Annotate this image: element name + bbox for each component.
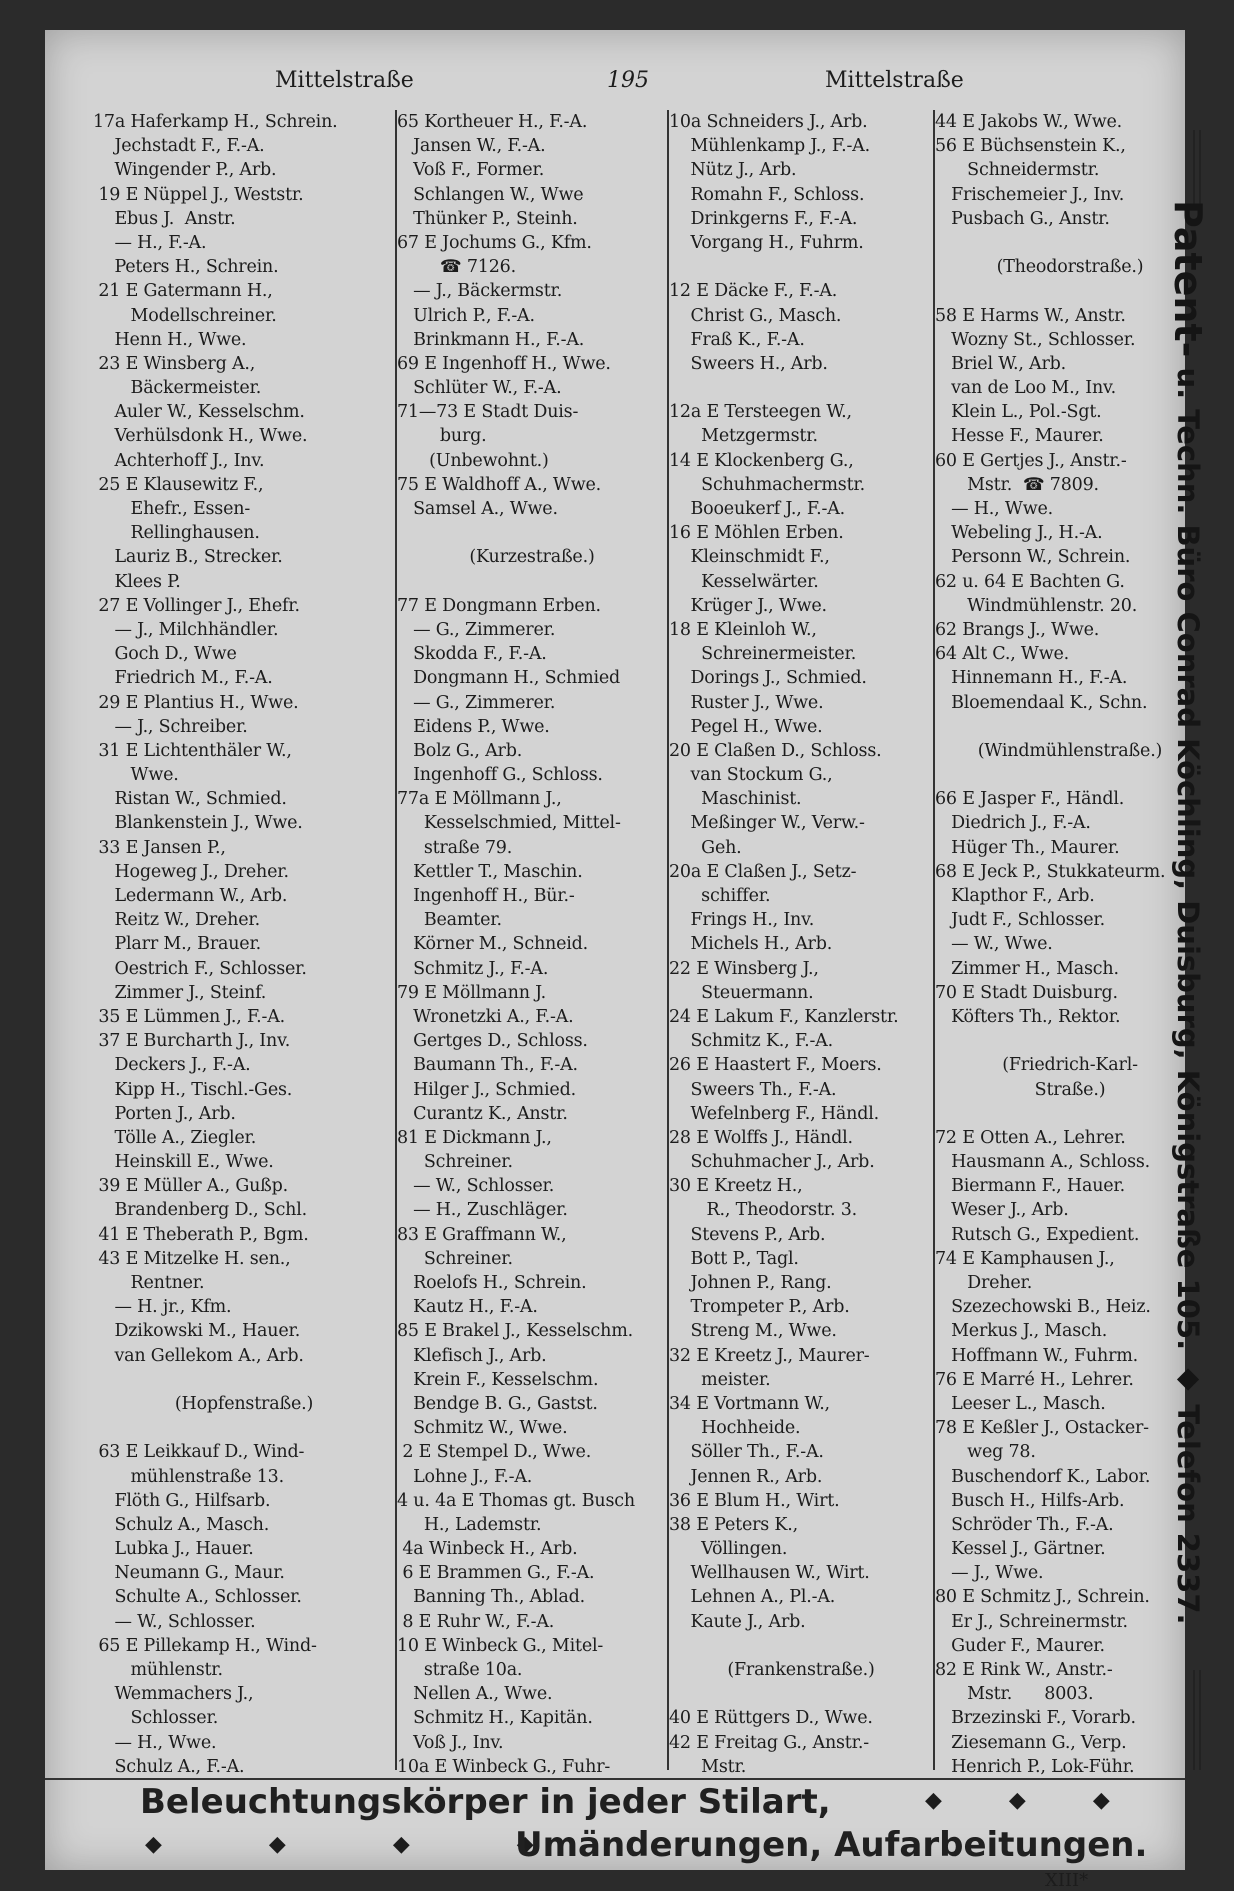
- entry-line: Henrich P., Lok-Führ.: [935, 1756, 1135, 1775]
- column-4: [935, 110, 1205, 1775]
- entry-line: Hüger Th., Maurer.: [935, 837, 1120, 858]
- side-ad-text: u. Techn. Büro Conrad Köchling, Duisburg, Königstraße 105.: [1171, 357, 1205, 1361]
- entry-line: Klein L., Pol.-Sgt.: [935, 402, 1102, 423]
- entry-line: Zimmer J., Steinf.: [93, 982, 267, 1003]
- entry-line: 10a E Winbeck G., Fuhr-: [397, 1756, 611, 1775]
- entry-line: — J., Schreiber.: [93, 716, 248, 737]
- signature-mark: XIII*: [1045, 1870, 1089, 1891]
- entry-line: Lubka J., Hauer.: [93, 1539, 254, 1560]
- entry-line: Bloemendaal K., Schn.: [935, 692, 1148, 713]
- entry-line: Verhülsdonk H., Wwe.: [93, 426, 308, 447]
- entry-line: Stevens P., Arb.: [669, 1224, 826, 1245]
- entry-line: Pegel H., Wwe.: [669, 716, 823, 737]
- entry-line: Schmitz J., F.-A.: [397, 958, 549, 979]
- entry-line: 65 E Pillekamp H., Wind-: [93, 1635, 317, 1656]
- entry-line: Schuhmacher J., Arb.: [669, 1152, 875, 1173]
- entry-line: 69 E Ingenhoff H., Wwe.: [397, 353, 611, 374]
- blank-line: [935, 231, 1205, 255]
- entry-line: Eidens P., Wwe.: [397, 716, 550, 737]
- entry-line: Curantz K., Anstr.: [397, 1103, 568, 1124]
- entry-line: 71—73 E Stadt Duis-: [397, 402, 579, 423]
- blank-line: [397, 570, 667, 594]
- entry-line: Kleinschmidt F.,: [669, 547, 830, 568]
- section-heading: (Hopfenstraße.): [174, 1393, 314, 1414]
- entry-line: — W., Schlosser.: [397, 1176, 555, 1197]
- entry-line: Jennen R., Arb.: [669, 1466, 823, 1487]
- entry-line: 20a E Claßen J., Setz-: [669, 861, 857, 882]
- entry-line: Ziesemann G., Verp.: [935, 1732, 1127, 1753]
- entry-line: Leeser L., Masch.: [935, 1393, 1106, 1414]
- column-1: [93, 110, 395, 1775]
- entry-line: Busch H., Hilfs-Arb.: [935, 1490, 1125, 1511]
- entry-line: 29 E Plantius H., Wwe.: [93, 692, 299, 713]
- entry-line: Schreinermeister.: [669, 644, 857, 665]
- entry-line: Völlingen.: [669, 1539, 788, 1560]
- entry-line: weg 78.: [935, 1442, 1036, 1463]
- entry-line: 42 E Freitag G., Anstr.-: [669, 1732, 869, 1753]
- entry-line: Booeukerf J., F.-A.: [669, 499, 846, 519]
- entry-line: 39 E Müller A., Gußp.: [93, 1176, 289, 1197]
- entry-line: Ingenhoff G., Schloss.: [397, 765, 603, 786]
- entry-line: 58 E Harms W., Anstr.: [935, 305, 1126, 326]
- entry-line: van Gellekom A., Arb.: [93, 1345, 304, 1366]
- entry-line: Blankenstein J., Wwe.: [93, 813, 303, 834]
- entry-line: Voß F., Former.: [397, 160, 545, 181]
- entry-line: Personn W., Schrein.: [935, 547, 1131, 568]
- entry-line: Ebus J. Anstr.: [93, 208, 236, 229]
- entry-line: 78 E Keßler J., Ostacker-: [935, 1418, 1149, 1439]
- entry-line: Guder F., Maurer.: [935, 1635, 1105, 1656]
- entry-line: Bendge B. G., Gastst.: [397, 1393, 598, 1414]
- entry-line: Maschinist.: [669, 789, 802, 810]
- entry-line: meister.: [669, 1369, 771, 1390]
- directory-page: [45, 30, 1185, 1891]
- entry-line: 30 E Kreetz H.,: [669, 1176, 803, 1197]
- entry-line: 44 E Jakobs W., Wwe.: [935, 112, 1123, 132]
- entry-line: Wefelnberg F., Händl.: [669, 1103, 879, 1124]
- entry-line: 40 E Rüttgers D., Wwe.: [669, 1708, 873, 1729]
- ad-diamonds-top: ◆ ◆ ◆: [925, 1788, 1140, 1813]
- entry-line: 28 E Wolffs J., Händl.: [669, 1127, 853, 1148]
- entry-line: 66 E Jasper F., Händl.: [935, 789, 1125, 810]
- entry-line: Schlangen W., Wwe: [397, 184, 584, 205]
- entry-line: 21 E Gatermann H.,: [93, 281, 273, 302]
- entry-line: Judt F., Schlosser.: [935, 910, 1105, 931]
- entry-line: Streng M., Wwe.: [669, 1321, 837, 1342]
- entry-line: Peters H., Schrein.: [93, 257, 279, 278]
- entry-line: Schulte A., Schlosser.: [93, 1587, 302, 1608]
- entry-line: van de Loo M., Inv.: [935, 378, 1116, 399]
- entry-line: Mühlenkamp J., F.-A.: [669, 136, 870, 157]
- entry-line: mühlenstr.: [93, 1660, 223, 1680]
- entry-line: 81 E Dickmann J.,: [397, 1127, 552, 1148]
- ad-line-2: Umänderungen, Aufarbeitungen.: [515, 1825, 1148, 1865]
- entry-line: 2 E Stempel D., Wwe.: [397, 1442, 592, 1463]
- entry-line: Achterhoff J., Inv.: [93, 450, 265, 471]
- entry-line: Banning Th., Ablad.: [397, 1587, 586, 1608]
- entry-line: Schmitz K., F.-A.: [669, 1031, 833, 1052]
- entry-line: 31 E Lichtenthäler W.,: [93, 740, 292, 761]
- entry-line: Nellen A., Wwe.: [397, 1684, 553, 1705]
- entry-line: Ledermann W., Arb.: [93, 886, 288, 906]
- bottom-rule: [45, 1778, 1185, 1780]
- entry-line: Schreiner.: [397, 1248, 513, 1269]
- blank-line: [935, 1029, 1205, 1053]
- entry-line: Schmitz W., Wwe.: [397, 1418, 568, 1439]
- entry-line: Köfters Th., Rektor.: [935, 1006, 1121, 1027]
- entry-line: 63 E Leikkauf D., Wind-: [93, 1442, 305, 1463]
- entry-line: Schlüter W., F.-A.: [397, 378, 562, 399]
- entry-line: 37 E Burcharth J., Inv.: [93, 1031, 291, 1052]
- entry-line: Schreiner.: [397, 1152, 513, 1173]
- entry-line: 25 E Klausewitz F.,: [93, 474, 264, 495]
- entry-line: Oestrich F., Schlosser.: [93, 958, 307, 979]
- entry-line: Henn H., Wwe.: [93, 329, 247, 350]
- blank-line: [93, 1368, 395, 1392]
- entry-line: 20 E Claßen D., Schloss.: [669, 740, 882, 761]
- entry-line: 32 E Kreetz J., Maurer-: [669, 1345, 870, 1366]
- entry-line: Briel W., Arb.: [935, 353, 1067, 374]
- entry-line: Bäckermeister.: [93, 378, 262, 399]
- entry-line: Kettler T., Maschin.: [397, 861, 583, 882]
- entry-line: Schröder Th., F.-A.: [935, 1514, 1114, 1535]
- entry-line: Dreher.: [935, 1273, 1033, 1293]
- entry-line: Jechstadt F., F.-A.: [93, 136, 265, 157]
- entry-line: Wozny St., Schlosser.: [935, 329, 1136, 350]
- entry-line: 33 E Jansen P.,: [93, 837, 226, 858]
- entry-line: Merkus J., Masch.: [935, 1321, 1108, 1342]
- entry-line: Wellhausen W., Wirt.: [669, 1563, 870, 1584]
- ad-line-1: Beleuchtungskörper in jeder Stilart,: [140, 1782, 831, 1822]
- entry-line: Vorgang H., Fuhrm.: [669, 232, 864, 253]
- header-street-right: Mittelstraße: [825, 68, 964, 93]
- entry-line: Wingender P., Arb.: [93, 160, 277, 181]
- entry-line: Dzikowski M., Hauer.: [93, 1321, 301, 1342]
- entry-line: 83 E Graffmann W.,: [397, 1224, 567, 1245]
- section-heading: (Friedrich-Karl-: [1002, 1055, 1138, 1076]
- column-3: [669, 110, 933, 1775]
- entry-line: 62 Brangs J., Wwe.: [935, 619, 1100, 640]
- entry-line: 4 u. 4a E Thomas gt. Busch: [397, 1490, 635, 1511]
- entry-line: Nütz J., Arb.: [669, 160, 797, 181]
- entry-line: 10 E Winbeck G., Mitel-: [397, 1635, 604, 1656]
- blank-line: [669, 1682, 933, 1706]
- entry-line: — J., Bäckermstr.: [397, 281, 563, 302]
- entry-line: Klapthor F., Arb.: [935, 886, 1095, 906]
- ad-diamonds-bottom: ◆ ◆ ◆ ◆: [145, 1832, 584, 1857]
- entry-line: — H., Wwe.: [93, 1732, 217, 1753]
- section-heading: Straße.): [1034, 1079, 1106, 1100]
- entry-line: 82 E Rink W., Anstr.-: [935, 1660, 1113, 1680]
- entry-line: Christ G., Masch.: [669, 305, 842, 326]
- entry-line: 79 E Möllmann J.: [397, 982, 546, 1003]
- entry-line: 76 E Marré H., Lehrer.: [935, 1369, 1134, 1390]
- entry-line: — W., Schlosser.: [93, 1611, 256, 1632]
- entry-line: 80 E Schmitz J., Schrein.: [935, 1587, 1150, 1608]
- entry-line: Brzezinski F., Vorarb.: [935, 1708, 1136, 1729]
- entry-line: 17a Haferkamp H., Schrein.: [93, 112, 338, 132]
- entry-line: — H. jr., Kfm.: [93, 1297, 232, 1318]
- entry-line: Lehnen A., Pl.-A.: [669, 1587, 836, 1608]
- blank-line: [669, 255, 933, 279]
- entry-line: 72 E Otten A., Lehrer.: [935, 1127, 1126, 1148]
- entry-line: Klees P.: [93, 571, 181, 592]
- entry-line: straße 79.: [397, 837, 513, 858]
- entry-line: Gertges D., Schloss.: [397, 1031, 588, 1052]
- entry-line: Hochheide.: [669, 1418, 801, 1439]
- page-number: 195: [607, 68, 649, 93]
- entry-line: Frings H., Inv.: [669, 910, 815, 931]
- entry-line: 8 E Ruhr W., F.-A.: [397, 1611, 555, 1632]
- entry-line: Biermann F., Hauer.: [935, 1176, 1126, 1197]
- entry-line: Metzgermstr.: [669, 426, 818, 447]
- blank-line: [397, 521, 667, 545]
- entry-line: — W., Wwe.: [935, 934, 1053, 955]
- entry-line: 75 E Waldhoff A., Wwe.: [397, 474, 602, 495]
- entry-line: Rellinghausen.: [93, 523, 260, 544]
- entry-line: — J., Milchhändler.: [93, 619, 279, 640]
- entry-line: Heinskill E., Wwe.: [93, 1152, 274, 1173]
- entry-line: 68 E Jeck P., Stukkateurm.: [935, 861, 1166, 882]
- entry-line: 77a E Möllmann J.,: [397, 789, 562, 810]
- entry-line: Drinkgerns F., F.-A.: [669, 208, 858, 229]
- entry-line: 19 E Nüppel J., Weststr.: [93, 184, 304, 205]
- entry-line: Hinnemann H., F.-A.: [935, 668, 1128, 689]
- entry-line: Beamter.: [397, 910, 502, 931]
- entry-line: mühlenstraße 13.: [93, 1466, 284, 1487]
- entry-line: Klefisch J., Arb.: [397, 1345, 547, 1366]
- entry-line: Samsel A., Wwe.: [397, 499, 558, 519]
- entry-line: Frischemeier J., Inv.: [935, 184, 1125, 205]
- entry-line: Baumann Th., F.-A.: [397, 1055, 578, 1076]
- entry-line: Auler W., Kesselschm.: [93, 402, 305, 423]
- entry-line: Dorings J., Schmied.: [669, 668, 867, 689]
- entry-line: 12 E Däcke F., F.-A.: [669, 281, 838, 302]
- entry-line: Krüger J., Wwe.: [669, 595, 827, 616]
- entry-line: schiffer.: [669, 886, 771, 906]
- entry-line: — H., Wwe.: [935, 499, 1053, 519]
- entry-line: Schneidermstr.: [935, 160, 1100, 181]
- entry-line: Wronetzki A., F.-A.: [397, 1006, 574, 1027]
- entry-line: ☎ 7126.: [397, 257, 516, 278]
- entry-line: H., Lademstr.: [397, 1514, 542, 1535]
- blank-line: [669, 1634, 933, 1658]
- entry-line: 43 E Mitzelke H. sen.,: [93, 1248, 291, 1269]
- entry-line: Thünker P., Steinh.: [397, 208, 578, 229]
- entry-line: 56 E Büchsenstein K.,: [935, 136, 1126, 157]
- entry-line: Goch D., Wwe: [93, 644, 237, 665]
- entry-line: — G., Zimmerer.: [397, 619, 556, 640]
- entry-line: Webeling J., H.-A.: [935, 523, 1103, 544]
- entry-line: Bolz G., Arb.: [397, 740, 523, 761]
- entry-line: Wwe.: [93, 765, 179, 786]
- entry-line: Pusbach G., Anstr.: [935, 208, 1110, 229]
- column-2: [397, 110, 667, 1775]
- entry-line: Hilger J., Schmied.: [397, 1079, 576, 1100]
- entry-line: Wemmachers J.,: [93, 1684, 254, 1705]
- entry-line: Skodda F., F.-A.: [397, 644, 547, 665]
- entry-line: — G., Zimmerer.: [397, 692, 556, 713]
- entry-line: 41 E Theberath P., Bgm.: [93, 1224, 309, 1245]
- entry-line: — H., F.-A.: [93, 232, 207, 253]
- entry-line: Schmitz H., Kapitän.: [397, 1708, 593, 1729]
- entry-line: 12a E Tersteegen W.,: [669, 402, 852, 423]
- entry-line: 65 Kortheuer H., F.-A.: [397, 112, 588, 132]
- entry-line: burg.: [397, 426, 487, 447]
- entry-line: — J., Wwe.: [935, 1563, 1044, 1584]
- entry-line: Lohne J., F.-A.: [397, 1466, 533, 1487]
- entry-line: Mstr. ☎ 7809.: [935, 474, 1099, 495]
- entry-line: 70 E Stadt Duisburg.: [935, 982, 1118, 1003]
- entry-line: 36 E Blum H., Wirt.: [669, 1490, 840, 1511]
- entry-line: 77 E Dongmann Erben.: [397, 595, 601, 616]
- header-street-left: Mittelstraße: [275, 68, 414, 93]
- entry-line: Roelofs H., Schrein.: [397, 1273, 587, 1293]
- side-ad-patent: Patent-: [1166, 200, 1210, 358]
- entry-line: Söller Th., F.-A.: [669, 1442, 824, 1463]
- entry-line: 35 E Lümmen J., F.-A.: [93, 1006, 286, 1027]
- entry-line: Hausmann A., Schloss.: [935, 1152, 1151, 1173]
- entry-line: Plarr M., Brauer.: [93, 934, 262, 955]
- entry-line: Weser J., Arb.: [935, 1200, 1069, 1221]
- entry-line: Modellschreiner.: [93, 305, 277, 326]
- entry-line: 23 E Winsberg A.,: [93, 353, 256, 374]
- entry-line: Brinkmann H., F.-A.: [397, 329, 585, 350]
- entry-line: 62 u. 64 E Bachten G.: [935, 571, 1125, 592]
- entry-line: Reitz W., Dreher.: [93, 910, 260, 931]
- entry-line: Rentner.: [93, 1273, 205, 1293]
- entry-line: Michels H., Arb.: [669, 934, 833, 955]
- entry-line: Krein F., Kesselschm.: [397, 1369, 599, 1390]
- entry-line: 26 E Haastert F., Moers.: [669, 1055, 882, 1076]
- entry-line: Steuermann.: [669, 982, 814, 1003]
- entry-line: Deckers J., F.-A.: [93, 1055, 251, 1076]
- entry-line: R., Theodorstr. 3.: [669, 1200, 858, 1221]
- entry-line: Windmühlenstr. 20.: [935, 595, 1138, 616]
- entry-line: Szezechowski B., Heiz.: [935, 1297, 1151, 1318]
- entry-line: Ingenhoff H., Bür.-: [397, 886, 575, 906]
- section-heading: (Frankenstraße.): [727, 1660, 875, 1680]
- entry-line: van Stockum G.,: [669, 765, 833, 786]
- entry-line: Porten J., Arb.: [93, 1103, 236, 1124]
- entry-line: — H., Zuschläger.: [397, 1200, 568, 1221]
- entry-line: Mstr.: [669, 1756, 747, 1775]
- entry-line: Trompeter P., Arb.: [669, 1297, 850, 1318]
- entry-line: Flöth G., Hilfsarb.: [93, 1490, 271, 1511]
- entry-line: (Unbewohnt.): [397, 450, 549, 471]
- section-heading: (Kurzestraße.): [469, 547, 595, 568]
- entry-line: Kessel J., Gärtner.: [935, 1539, 1106, 1560]
- entry-line: Kautz H., F.-A.: [397, 1297, 538, 1318]
- entry-line: Jansen W., F.-A.: [397, 136, 546, 157]
- diamond-icon: ◆: [1171, 1360, 1205, 1395]
- entry-line: straße 10a.: [397, 1660, 523, 1680]
- entry-line: Hogeweg J., Dreher.: [93, 861, 289, 882]
- blank-line: [93, 1416, 395, 1440]
- section-heading: (Theodorstraße.): [996, 257, 1144, 278]
- section-heading: (Windmühlenstraße.): [977, 740, 1163, 761]
- entry-line: Fraß K., F.-A.: [669, 329, 805, 350]
- entry-line: 6 E Brammen G., F.-A.: [397, 1563, 595, 1584]
- entry-line: Zimmer H., Masch.: [935, 958, 1119, 979]
- entry-line: 4a Winbeck H., Arb.: [397, 1539, 578, 1560]
- entry-line: 18 E Kleinloh W.,: [669, 619, 817, 640]
- entry-line: Hoffmann W., Fuhrm.: [935, 1345, 1138, 1366]
- entry-line: Hesse F., Maurer.: [935, 426, 1104, 447]
- entry-line: 22 E Winsberg J.,: [669, 958, 819, 979]
- side-ad-telefon: Telefon 2337.: [1171, 1394, 1205, 1625]
- entry-line: Romahn F., Schloss.: [669, 184, 865, 205]
- entry-line: 34 E Vortmann W.,: [669, 1393, 830, 1414]
- entry-line: 38 E Peters K.,: [669, 1514, 799, 1535]
- entry-line: Ehefr., Essen-: [93, 499, 251, 519]
- blank-line: [669, 376, 933, 400]
- entry-line: 16 E Möhlen Erben.: [669, 523, 844, 544]
- entry-line: Meßinger W., Verw.-: [669, 813, 865, 834]
- entry-line: 85 E Brakel J., Kesselschm.: [397, 1321, 633, 1342]
- entry-line: Mstr. 8003.: [935, 1684, 1094, 1705]
- entry-line: Schulz A., Masch.: [93, 1514, 270, 1535]
- entry-line: Kesselwärter.: [669, 571, 819, 592]
- blank-line: [935, 1102, 1205, 1126]
- blank-line: [935, 715, 1205, 739]
- entry-line: Körner M., Schneid.: [397, 934, 589, 955]
- entry-line: Sweers H., Arb.: [669, 353, 828, 374]
- entry-line: Brandenberg D., Schl.: [93, 1200, 308, 1221]
- entry-line: 64 Alt C., Wwe.: [935, 644, 1070, 665]
- entry-line: Voß J., Inv.: [397, 1732, 504, 1753]
- entry-line: Ristan W., Schmied.: [93, 789, 287, 810]
- entry-line: Dongmann H., Schmied: [397, 668, 621, 689]
- entry-line: Neumann G., Maur.: [93, 1563, 285, 1584]
- entry-line: Schuhmachermstr.: [669, 474, 866, 495]
- entry-line: 60 E Gertjes J., Anstr.-: [935, 450, 1127, 471]
- entry-line: Johnen P., Rang.: [669, 1273, 832, 1293]
- entry-line: Lauriz B., Strecker.: [93, 547, 283, 568]
- entry-line: Schulz A., F.-A.: [93, 1756, 245, 1775]
- entry-line: Schlosser.: [93, 1708, 219, 1729]
- entry-line: 67 E Jochums G., Kfm.: [397, 232, 592, 253]
- side-advertisement: [1166, 200, 1210, 1640]
- entry-line: Ruster J., Wwe.: [669, 692, 824, 713]
- entry-line: Diedrich J., F.-A.: [935, 813, 1091, 834]
- entry-line: Geh.: [669, 837, 742, 858]
- entry-line: Bott P., Tagl.: [669, 1248, 799, 1269]
- entry-line: 10a Schneiders J., Arb.: [669, 112, 868, 132]
- entry-line: 74 E Kamphausen J.,: [935, 1248, 1115, 1269]
- entry-line: Buschendorf K., Labor.: [935, 1466, 1151, 1487]
- entry-line: 24 E Lakum F., Kanzlerstr.: [669, 1006, 899, 1027]
- entry-line: Kipp H., Tischl.-Ges.: [93, 1079, 293, 1100]
- entry-line: Tölle A., Ziegler.: [93, 1127, 257, 1148]
- entry-line: Kaute J., Arb.: [669, 1611, 806, 1632]
- entry-line: Ulrich P., F.-A.: [397, 305, 535, 326]
- entry-line: Friedrich M., F.-A.: [93, 668, 273, 689]
- entry-line: Sweers Th., F.-A.: [669, 1079, 837, 1100]
- entry-line: Er J., Schreinermstr.: [935, 1611, 1128, 1632]
- entry-line: Rutsch G., Expedient.: [935, 1224, 1140, 1245]
- entry-line: Kesselschmied, Mittel-: [397, 813, 621, 834]
- entry-line: 14 E Klockenberg G.,: [669, 450, 854, 471]
- blank-line: [935, 279, 1205, 303]
- page-header: [45, 68, 1185, 98]
- blank-line: [935, 763, 1205, 787]
- entry-line: 27 E Vollinger J., Ehefr.: [93, 595, 300, 616]
